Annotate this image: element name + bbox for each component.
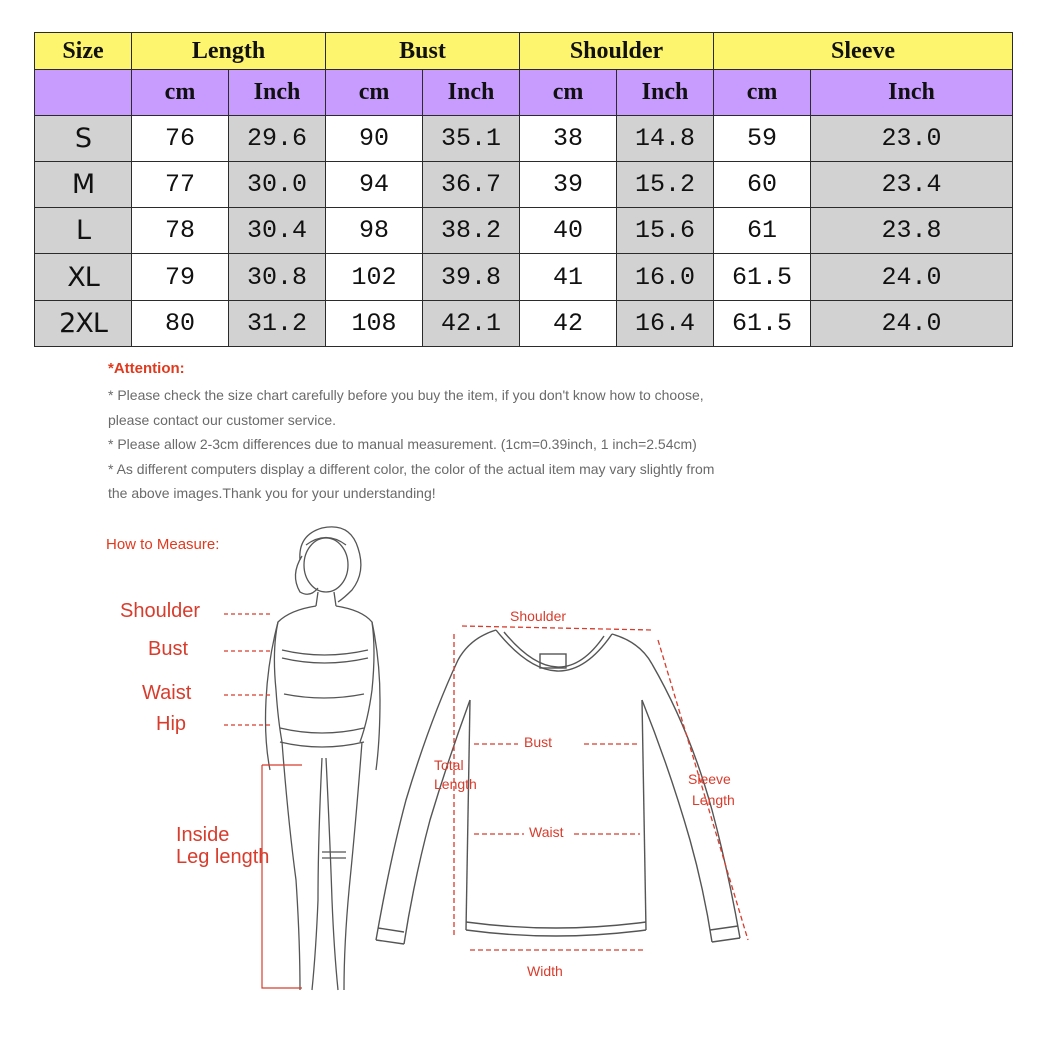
unit-cell: cm xyxy=(326,70,423,115)
label-shirt-width: Width xyxy=(527,963,563,979)
label-total-length-line1: Total xyxy=(434,757,464,773)
table-cell: 30.4 xyxy=(229,208,326,254)
header-shoulder: Shoulder xyxy=(520,33,714,70)
size-label: M xyxy=(35,161,132,207)
table-cell: 60 xyxy=(714,161,811,207)
table-cell: 41 xyxy=(520,254,617,300)
table-cell: 14.8 xyxy=(617,115,714,161)
unit-cell: cm xyxy=(132,70,229,115)
table-cell: 23.4 xyxy=(811,161,1013,207)
label-shirt-shoulder: Shoulder xyxy=(510,608,567,624)
table-cell: 42 xyxy=(520,300,617,346)
size-label: XL xyxy=(35,254,132,300)
header-size: Size xyxy=(35,33,132,70)
table-cell: 36.7 xyxy=(423,161,520,207)
unit-cell: cm xyxy=(520,70,617,115)
table-cell: 61 xyxy=(714,208,811,254)
header-bust: Bust xyxy=(326,33,520,70)
table-cell: 76 xyxy=(132,115,229,161)
how-to-measure-title: How to Measure: xyxy=(106,536,220,553)
body-pointer-lines xyxy=(224,614,302,988)
table-cell: 38.2 xyxy=(423,208,520,254)
label-sleeve-length-line2: Length xyxy=(692,792,735,808)
attention-line: * Please check the size chart carefully before you buy the item, if you don't know how to choose, xyxy=(108,387,704,403)
table-cell: 42.1 xyxy=(423,300,520,346)
body-figure xyxy=(266,527,381,990)
table-cell: 16.0 xyxy=(617,254,714,300)
size-label: 2XL xyxy=(35,300,132,346)
label-body-waist: Waist xyxy=(142,682,192,704)
size-label: S xyxy=(35,115,132,161)
table-cell: 24.0 xyxy=(811,254,1013,300)
table-cell: 79 xyxy=(132,254,229,300)
table-cell: 24.0 xyxy=(811,300,1013,346)
table-cell: 23.8 xyxy=(811,208,1013,254)
unit-cell: Inch xyxy=(423,70,520,115)
table-cell: 94 xyxy=(326,161,423,207)
table-cell: 30.0 xyxy=(229,161,326,207)
table-cell: 39.8 xyxy=(423,254,520,300)
table-cell: 108 xyxy=(326,300,423,346)
unit-cell: Inch xyxy=(811,70,1013,115)
table-cell: 31.2 xyxy=(229,300,326,346)
attention-line: please contact our customer service. xyxy=(108,411,336,428)
table-cell: 15.2 xyxy=(617,161,714,207)
label-shirt-bust: Bust xyxy=(524,734,553,750)
attention-line: * Please allow 2-3cm differences due to manual measurement. (1cm=0.39inch, 1 inch=2.54cm) xyxy=(108,436,697,452)
label-body-shoulder: Shoulder xyxy=(120,600,201,622)
unit-cell: cm xyxy=(714,70,811,115)
table-cell: 40 xyxy=(520,208,617,254)
label-body-hip: Hip xyxy=(156,713,187,735)
table-cell: 77 xyxy=(132,161,229,207)
table-cell: 35.1 xyxy=(423,115,520,161)
table-cell: 102 xyxy=(326,254,423,300)
table-cell: 61.5 xyxy=(714,254,811,300)
header-length: Length xyxy=(132,33,326,70)
shirt-measure-lines xyxy=(454,626,748,950)
table-cell: 30.8 xyxy=(229,254,326,300)
table-cell: 16.4 xyxy=(617,300,714,346)
size-label: L xyxy=(35,208,132,254)
header-sleeve: Sleeve xyxy=(714,33,1013,70)
table-cell: 39 xyxy=(520,161,617,207)
unit-cell: Inch xyxy=(617,70,714,115)
unit-cell: Inch xyxy=(229,70,326,115)
table-cell: 98 xyxy=(326,208,423,254)
shirt-drawing xyxy=(376,630,740,944)
table-cell: 59 xyxy=(714,115,811,161)
table-cell: 15.6 xyxy=(617,208,714,254)
label-inside-leg-line1: Inside xyxy=(176,824,230,846)
table-cell: 80 xyxy=(132,300,229,346)
label-inside-leg-line2: Leg length xyxy=(176,846,270,868)
label-total-length-line2: Length xyxy=(434,776,477,792)
table-cell: 90 xyxy=(326,115,423,161)
attention-line: the above images.Thank you for your understanding! xyxy=(108,485,436,501)
table-cell: 29.6 xyxy=(229,115,326,161)
table-cell: 23.0 xyxy=(811,115,1013,161)
label-body-bust: Bust xyxy=(148,638,189,660)
label-shirt-waist: Waist xyxy=(529,824,564,840)
table-cell: 61.5 xyxy=(714,300,811,346)
attention-line: * As different computers display a different color, the color of the actual item may vary slightly from xyxy=(108,460,715,477)
label-sleeve-length-line1: Sleeve xyxy=(688,771,731,787)
table-cell: 38 xyxy=(520,115,617,161)
attention-title: *Attention: xyxy=(108,360,185,377)
table-cell: 78 xyxy=(132,208,229,254)
